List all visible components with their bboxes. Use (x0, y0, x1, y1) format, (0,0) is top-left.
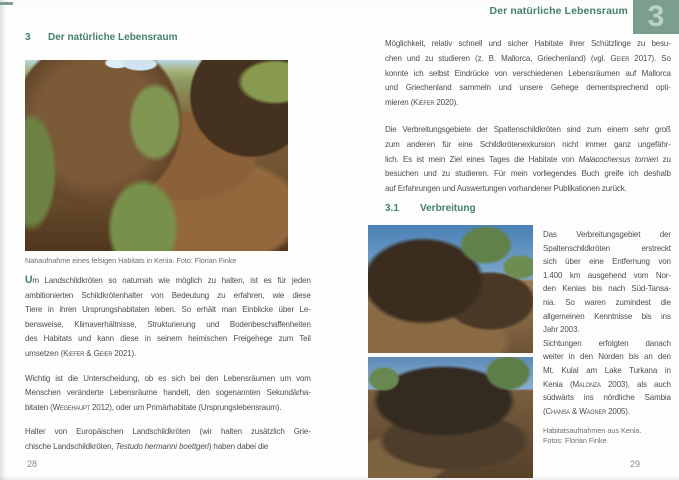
page-number-right: 29 (630, 459, 641, 469)
left-page-heading (25, 32, 177, 43)
chapter-number-tab (633, 0, 679, 34)
text-line: des Habitats und kann diese in seinem heimischen Freigehege zum Teil (25, 333, 311, 344)
section-heading-verbreitung (385, 203, 476, 214)
page-edge-mark (0, 2, 13, 5)
section-title: Verbreitung (420, 203, 476, 214)
text-line: Tiere in ihren Ursprungshabitaten leben. So erhält man Einblicke über Le- (25, 304, 311, 315)
text-line: chen und zu studieren (z. B. Mallorca, Griechenland) (vgl. Geier 2017). So (385, 52, 671, 63)
text-line: Kenia (Malonza 2003), als auch (543, 378, 671, 389)
text-line: besuchen und zu studieren. Für mein vorliegendes Buch greife ich deshalb (385, 168, 671, 179)
text-line: Fotos: Florian Finke (543, 436, 607, 445)
text-line: Die Verbreitungsgebiete der Spaltenschildkröten sind zum einem sehr groß (385, 123, 671, 134)
text-line: auf Erfahrungen und Auswertungen vorhandener Publikationen zurück. (385, 183, 627, 194)
text-line: den Kenias bis nach Süd-Tansa- (543, 283, 671, 294)
body-paragraph (385, 36, 671, 110)
heading-number: 3 (25, 32, 31, 43)
right-photos-caption (543, 426, 675, 446)
body-paragraph (543, 228, 671, 337)
text-line: Spaltenschildkröten erstreckt (543, 242, 671, 253)
text-line: und Griechenland sammeln und unsere Gehege dementsprechend opti- (385, 82, 671, 93)
text-line: chische Landschildkröten, Testudo hermanni boettgeri) haben dabei die (25, 440, 269, 451)
page-number-left: 28 (27, 459, 38, 469)
habitat-photo-small-2 (368, 357, 533, 478)
text-line: 1.400 km ausgehend vom Nor- (543, 269, 671, 280)
habitat-photo-large (25, 60, 288, 251)
body-paragraph (385, 122, 671, 196)
text-line: Jahr 2003. (543, 324, 580, 335)
right-page-body (385, 36, 671, 208)
text-line: Wichtig ist die Unterscheidung, ob es sich bei den Lebensräumen um vom (25, 372, 311, 383)
text-line: zum anderen für eine Schildkrötenexkursion nicht immer ganz ungefähr- (385, 138, 671, 149)
text-line: sich über eine Entfernung von (543, 256, 671, 267)
habitat-photo-small-1 (368, 225, 533, 353)
section-number: 3.1 (385, 203, 399, 214)
text-line: bitaten (Wegehaupt 2012), oder um Primärhabitate (Ursprungslebensraum). (25, 401, 282, 412)
right-page-column-body (543, 228, 671, 418)
body-paragraph (25, 424, 311, 453)
text-line: Halter von Europäischen Landschildkröten (wir halten zusätzlich Grie- (25, 426, 311, 437)
heading-title: Der natürliche Lebensraum (48, 32, 178, 43)
text-line: nia. So waren zumindest die (543, 296, 671, 307)
text-line: Menschen veränderte Lebensräume handelt, den sogenannten Sekundärha- (25, 387, 311, 398)
text-line: allgemeinen Kenntnisse bis ins (543, 310, 671, 321)
left-page-body (25, 273, 311, 464)
text-line: Sichtungen erfolgten danach (543, 337, 671, 348)
text-line: Habitatsaufnahmen aus Kenia. (543, 426, 642, 435)
text-line: Um Landschildkröten so naturnah wie möglich zu halten, ist es für jeden (25, 274, 311, 286)
text-line: lich. Es ist mein Ziel eines Tages die Habitate von Malacochersus tornieri zu (385, 153, 671, 164)
text-line: ambitionierten Schildkrötenhalter von Bedeutung zu erfahren, wie diese (25, 289, 311, 300)
text-line: umsetzen (Kiefer & Geier 2021). (25, 347, 137, 358)
running-header-title: Der natürliche Lebensraum (489, 5, 628, 17)
body-paragraph (543, 337, 671, 419)
left-photo-caption: Nahaufnahme eines felsigen Habitats in Kenia. Foto: Florian Finke (25, 256, 237, 265)
body-paragraph (25, 273, 311, 361)
text-line: Möglichkeit, relativ schnell und sicher Habitate ihrer Schützlinge zu besu- (385, 38, 671, 48)
text-line: südwärts ins nördliche Sambia (543, 392, 671, 403)
text-line: Mt. Kulal am Lake Turkana in (543, 364, 671, 375)
text-line: weiter in den Norden bis an den (543, 351, 671, 362)
text-line: mieren (Kiefer 2020). (385, 97, 459, 108)
body-paragraph (25, 371, 311, 415)
chapter-number: 3 (647, 0, 665, 33)
text-line: Das Verbreitungsgebiet der (543, 229, 671, 239)
text-line: (Chansa & Wagner 2005). (543, 405, 630, 416)
text-line: bensweise, Klimaverhältnisse, Strukturierung und Bodenbeschaffenheiten (25, 318, 311, 329)
text-line: konnte ich selbst Eindrücke von verschiedenen Lebensräumen auf Mallorca (385, 67, 671, 78)
